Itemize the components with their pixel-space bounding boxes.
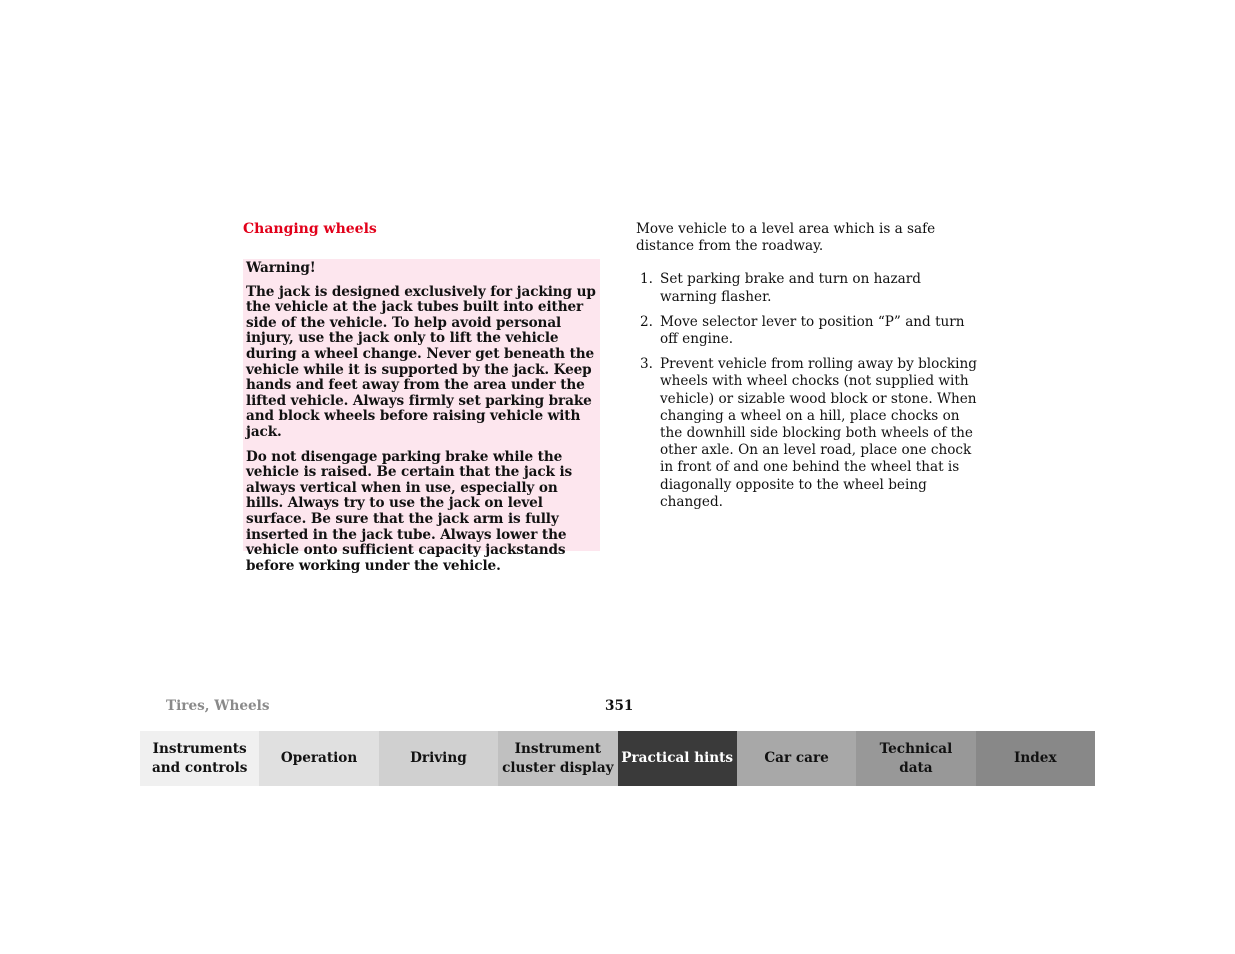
section-title: Changing wheels <box>243 221 377 237</box>
step-text: Move selector lever to position “P” and turn off engine. <box>660 313 965 348</box>
page-number: 351 <box>605 698 634 714</box>
step-item <box>636 271 981 305</box>
step-text: Set parking brake and turn on hazard warning flasher. <box>660 271 921 305</box>
instructions-column <box>636 221 981 519</box>
warning-paragraph-1: The jack is designed exclusively for jacking up the vehicle at the jack tubes built into either side of the vehicle. To help avoid personal injury, use the jack only to lift the vehicle during a wheel change. Never get beneath the vehicle while it is supported by the jack. Keep hands and feet away from the area under the lifted vehicle. Always firmly set parking brake and block wheels before raising vehicle with jack. <box>246 283 596 440</box>
tab-driving[interactable]: Driving <box>379 731 498 786</box>
warning-box <box>243 259 600 574</box>
tab-instruments-and-controls[interactable]: Instruments and controls <box>140 731 259 786</box>
warning-title: Warning! <box>246 260 316 276</box>
intro-text: Move vehicle to a level area which is a safe distance from the roadway. <box>636 221 936 255</box>
tab-instrument-cluster-display[interactable]: Instrument cluster display <box>498 731 617 786</box>
step-text: Prevent vehicle from rolling away by blocking wheels with wheel chocks (not supplied with vehicle) or sizable wood block or stone. When changing a wheel on a hill, place chocks on the downhill side blocking both wheels of the other axle. On an level road, place one chock in front of and one behind the wheel that is diagonally opposite to the wheel being changed. <box>660 356 977 510</box>
footer-section-label: Tires, Wheels <box>166 698 270 714</box>
tab-operation[interactable]: Operation <box>259 731 378 786</box>
tab-car-care[interactable]: Car care <box>737 731 856 786</box>
tab-technical-data[interactable]: Technical data <box>856 731 975 786</box>
step-item <box>636 356 981 511</box>
step-number: 1. <box>640 271 653 288</box>
tab-practical-hints[interactable]: Practical hints <box>618 731 737 786</box>
step-item <box>636 314 981 348</box>
chapter-nav <box>140 731 1095 786</box>
tab-index[interactable]: Index <box>976 731 1095 786</box>
step-number: 3. <box>640 356 653 373</box>
steps-list <box>636 271 981 511</box>
step-number: 2. <box>640 313 653 330</box>
warning-paragraph-2: Do not disengage parking brake while the vehicle is raised. Be certain that the jack is always vertical when in use, especially on hills. Always try to use the jack on level surface. Be sure that the jack arm is fully inserted in the jack tube. Always lower the vehicle onto sufficient capacity jackstands before working under the vehicle. <box>246 448 573 574</box>
